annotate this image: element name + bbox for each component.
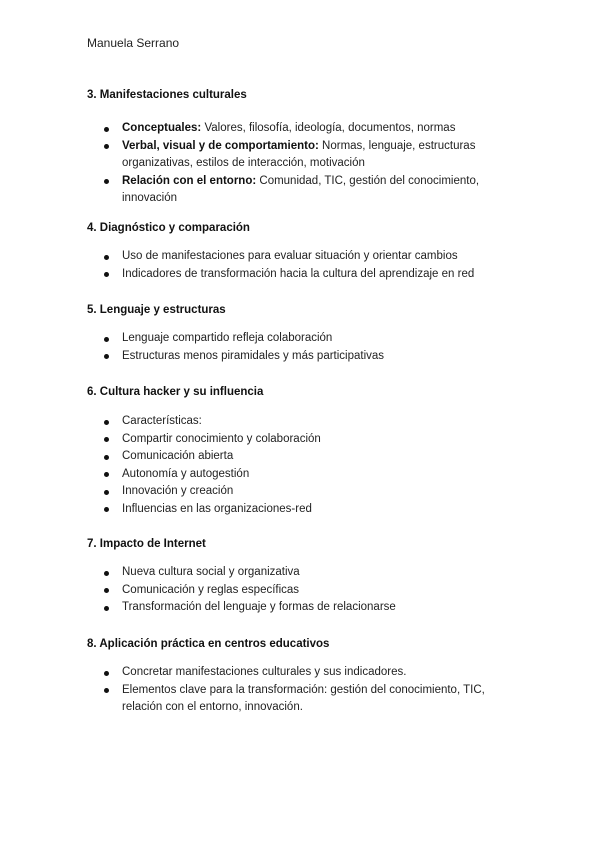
list-item [87, 664, 507, 682]
section-lenguaje [87, 302, 507, 365]
item-text: Compartir conocimiento y colaboración [122, 432, 321, 445]
bullet-icon [104, 490, 109, 495]
item-text: Concretar manifestaciones culturales y sus indicadores. [122, 666, 407, 678]
bullet-list [87, 564, 507, 617]
item-text: Comunicación y reglas específicas [122, 583, 300, 596]
item-text: Valores, filosofía, ideología, documentos, normas [201, 122, 456, 134]
list-item [87, 431, 507, 449]
item-text: Elementos clave para la transformación: gestión del conocimiento, TIC, relación con el entorno, innovación. [122, 683, 485, 713]
list-item [87, 413, 507, 431]
item-label: Verbal, visual y de comportamiento: [122, 139, 319, 152]
list-item [87, 266, 507, 284]
item-text: Indicadores de transformación hacia la cultura del aprendizaje en red [122, 267, 475, 280]
list-item [87, 564, 507, 582]
bullet-icon [104, 127, 109, 132]
item-text: Lenguaje compartido refleja colaboración [122, 332, 333, 344]
item-text: Influencias en las organizaciones-red [122, 502, 312, 515]
bullet-icon [104, 179, 109, 184]
bullet-icon [104, 472, 109, 477]
bullet-icon [104, 455, 109, 460]
section-impacto-internet [87, 536, 507, 617]
section-heading: 4. Diagnóstico y comparación [87, 222, 250, 234]
bullet-icon [104, 337, 109, 342]
item-text: Innovación y creación [122, 485, 234, 497]
bullet-icon [104, 144, 109, 149]
bullet-list [87, 413, 507, 518]
section-heading: 6. Cultura hacker y su influencia [87, 386, 264, 398]
item-text: Uso de manifestaciones para evaluar situación y orientar cambios [122, 250, 458, 262]
item-label: Relación con el entorno: [122, 174, 257, 187]
bullet-icon [104, 437, 109, 442]
bullet-icon [104, 354, 109, 359]
item-text: Comunidad, TIC, gestión del conocimiento, innovación [122, 174, 480, 204]
bullet-icon [104, 588, 109, 593]
bullet-icon [104, 420, 109, 425]
item-label: Conceptuales: [122, 122, 202, 134]
list-item [87, 599, 507, 617]
bullet-icon [104, 272, 109, 277]
list-item [87, 466, 507, 484]
list-item [87, 483, 507, 501]
item-text: Normas, lenguaje, estructuras organizativas, estilos de interacción, motivación [122, 139, 476, 169]
list-item [87, 330, 507, 348]
section-heading: 7. Impacto de Internet [87, 538, 206, 550]
list-item [87, 348, 507, 366]
section-aplicacion-practica [87, 636, 507, 717]
list-item [87, 138, 507, 173]
section-manifestaciones [87, 87, 507, 208]
item-text: Autonomía y autogestión [122, 467, 250, 480]
item-text: Nueva cultura social y organizativa [122, 566, 300, 578]
section-heading: 8. Aplicación práctica en centros educativos [87, 638, 330, 650]
list-item [87, 173, 507, 208]
list-item [87, 682, 507, 717]
item-text: Características: [122, 415, 202, 427]
bullet-icon [104, 606, 109, 611]
bullet-icon [104, 571, 109, 576]
section-heading: 5. Lenguaje y estructuras [87, 304, 226, 316]
bullet-list [87, 248, 507, 283]
list-item [87, 448, 507, 466]
section-cultura-hacker [87, 384, 507, 518]
bullet-icon [104, 255, 109, 260]
bullet-icon [104, 671, 109, 676]
item-text: Transformación del lenguaje y formas de relacionarse [122, 601, 396, 613]
bullet-list [87, 664, 507, 717]
list-item [87, 582, 507, 600]
author-name: Manuela Serrano [87, 36, 180, 50]
list-item [87, 248, 507, 266]
bullet-list [87, 330, 507, 365]
section-heading: 3. Manifestaciones culturales [87, 89, 247, 101]
bullet-list [87, 120, 507, 208]
bullet-icon [104, 688, 109, 693]
bullet-icon [104, 507, 109, 512]
section-diagnostico [87, 220, 507, 283]
list-item [87, 501, 507, 519]
list-item [87, 120, 507, 138]
item-text: Estructuras menos piramidales y más participativas [122, 349, 385, 362]
item-text: Comunicación abierta [122, 450, 234, 462]
